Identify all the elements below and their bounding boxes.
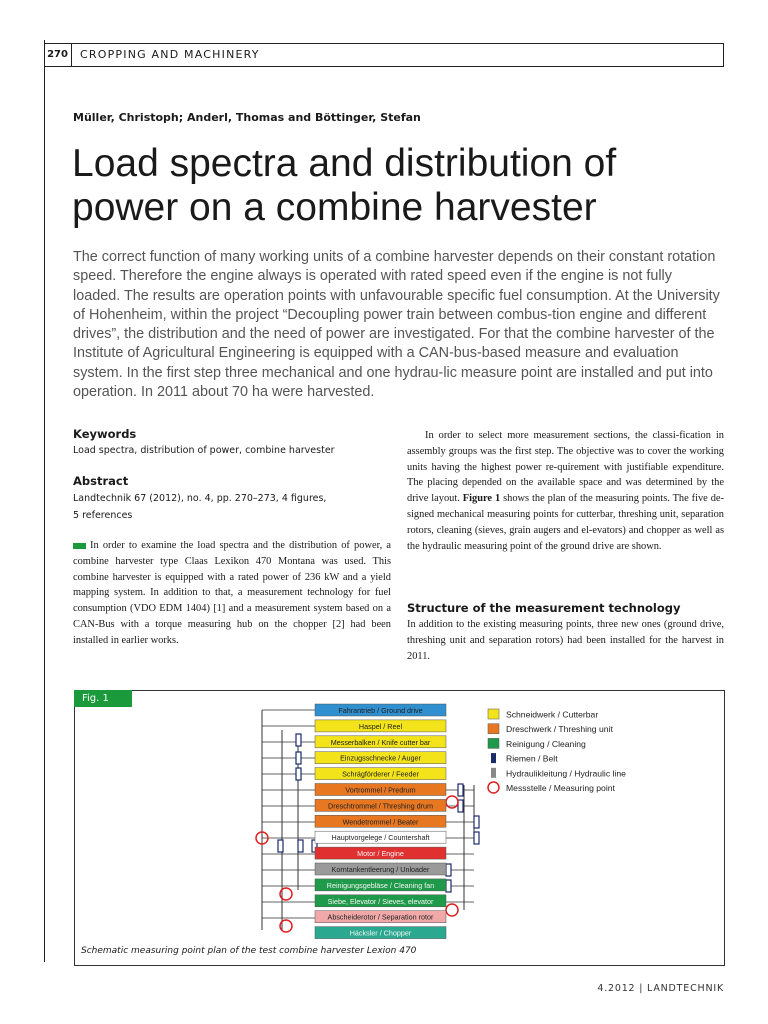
- legend-swatch: [488, 738, 499, 748]
- legend-label: Reinigung / Cleaning: [506, 738, 586, 749]
- legend-swatch: [491, 753, 496, 763]
- measuring-point: [446, 904, 458, 916]
- figure-label: Fig. 1: [74, 690, 132, 707]
- footer: 4.2012 | LANDTECHNIK: [597, 983, 724, 994]
- abstract-citation-line: 5 references: [73, 510, 133, 521]
- legend-label: Messstelle / Measuring point: [506, 783, 615, 793]
- article-title: Load spectra and distribution of power on a combine harvester: [72, 142, 617, 229]
- unit-label: Korntankentleerung / Unloader: [331, 865, 430, 874]
- keywords-heading: Keywords: [73, 427, 137, 441]
- unit-label: Fahrantrieb / Ground drive: [338, 706, 423, 715]
- unit-label: Reinigungsgebläse / Cleaning fan: [326, 880, 435, 890]
- belt-marker: [296, 768, 301, 780]
- unit-label: Siebe, Elevator / Sieves, elevator: [327, 896, 434, 906]
- figure-caption: Schematic measuring point plan of the test combine harvester Lexion 470: [81, 946, 417, 956]
- legend-label: Riemen / Belt: [506, 753, 558, 764]
- legend-label: Dreschwerk / Threshing unit: [506, 724, 613, 735]
- legend-label: Schneidwerk / Cutterbar: [506, 709, 599, 720]
- belt-marker: [446, 880, 451, 892]
- figure-reference[interactable]: Figure 1: [462, 493, 501, 505]
- body-right-paragraph-2: In addition to the existing measuring points, three new ones (ground drive, threshing unit and separation rotors) had been installed for the harvest in 2011.: [407, 619, 724, 662]
- unit-label: Wendetrommel / Beater: [342, 817, 419, 827]
- section-title: CROPPING AND MACHINERY: [80, 48, 260, 61]
- legend-swatch: [488, 709, 499, 719]
- unit-label: Häcksler / Chopper: [349, 928, 412, 938]
- belt-marker: [458, 784, 463, 796]
- body-left-text: In order to examine the load spectra and the distribution of power, a combine harvester type Claas Lexikon 470 Montana was used. This combine harvester is equipped with a rated power of 236 kW and a yield mapping system. In addition to that, a measurement technology for fuel consumption (VDO EDM 1404) [1] and a measurement system based on a CAN-Bus with a torque measuring hub on the chopper [2] had been installed in earlier works.: [73, 540, 391, 646]
- unit-label: Messerbalken / Knife cutter bar: [330, 737, 431, 747]
- unit-label: Haspel / Reel: [358, 721, 403, 731]
- legend-label: Hydraulikleitung / Hydraulic line: [506, 768, 626, 779]
- belt-marker: [298, 840, 303, 852]
- authors: Müller, Christoph; Anderl, Thomas and Böttinger, Stefan: [73, 111, 421, 124]
- lead-paragraph: The correct function of many working units of a combine harvester depends on their constant rotation speed. Therefore the engine always is operated with rated speed even if the engine is not fully loaded. The results are operation points with unfavourable specific fuel consumption. At the University of Hohenheim, within the project “Decoupling power train between combus-tion engine and different drives”, the distribution and the need of power are investigated. For that the combine harvester of the Institute of Agricultural Engineering is equipped with a CAN-bus-based measure and evaluation system. In the first step three mechanical and one hydrau-lic measure point are installed and put into operation. In 2011 about 70 ha were harvested.: [73, 249, 720, 401]
- belt-marker: [474, 816, 479, 828]
- legend-swatch: [488, 724, 499, 734]
- unit-label: Einzugsschnecke / Auger: [340, 753, 421, 763]
- subheading: Structure of the measurement technology: [407, 601, 681, 615]
- unit-label: Schrägförderer / Feeder: [342, 769, 419, 779]
- belt-marker: [296, 734, 301, 746]
- page-number: 270: [44, 43, 72, 67]
- legend-swatch: [488, 782, 499, 793]
- unit-label: Hauptvorgelege / Countershaft: [331, 833, 430, 843]
- legend-swatch: [491, 768, 496, 778]
- belt-marker: [458, 800, 463, 812]
- unit-label: Abscheiderotor / Separation rotor: [327, 912, 434, 922]
- unit-label: Dreschtrommel / Threshing drum: [328, 801, 433, 811]
- abstract-heading: Abstract: [73, 474, 129, 488]
- body-right-text-1a: In order to select more measurement sections, the classi-fication in assembly groups was the first step. The objective was to cover the working units having the highest power re-quirement with justifiable expenditure. The placing depended on the available space and was determined by the drive layout.: [407, 430, 724, 505]
- belt-marker: [296, 752, 301, 764]
- unit-label: Vortrommel / Predrum: [345, 785, 416, 795]
- belt-marker: [446, 864, 451, 876]
- unit-label: Motor / Engine: [357, 849, 404, 859]
- belt-marker: [278, 840, 283, 852]
- belt-marker: [474, 832, 479, 844]
- abstract-citation-line: Landtechnik 67 (2012), no. 4, pp. 270–273, 4 figures,: [73, 493, 327, 504]
- diagram-legend: [488, 709, 626, 793]
- keywords-text: Load spectra, distribution of power, combine harvester: [73, 445, 335, 456]
- diagram-units: [315, 704, 446, 939]
- body-right-text-1b: shows the plan of the measuring points. The five de-signed mechanical measuring points for cutterbar, threshing unit, separation rotors, cleaning (sieves, grain augers and el-evators) and chopper as well as the hydraulic measuring point of the ground drive are shown.: [407, 493, 724, 552]
